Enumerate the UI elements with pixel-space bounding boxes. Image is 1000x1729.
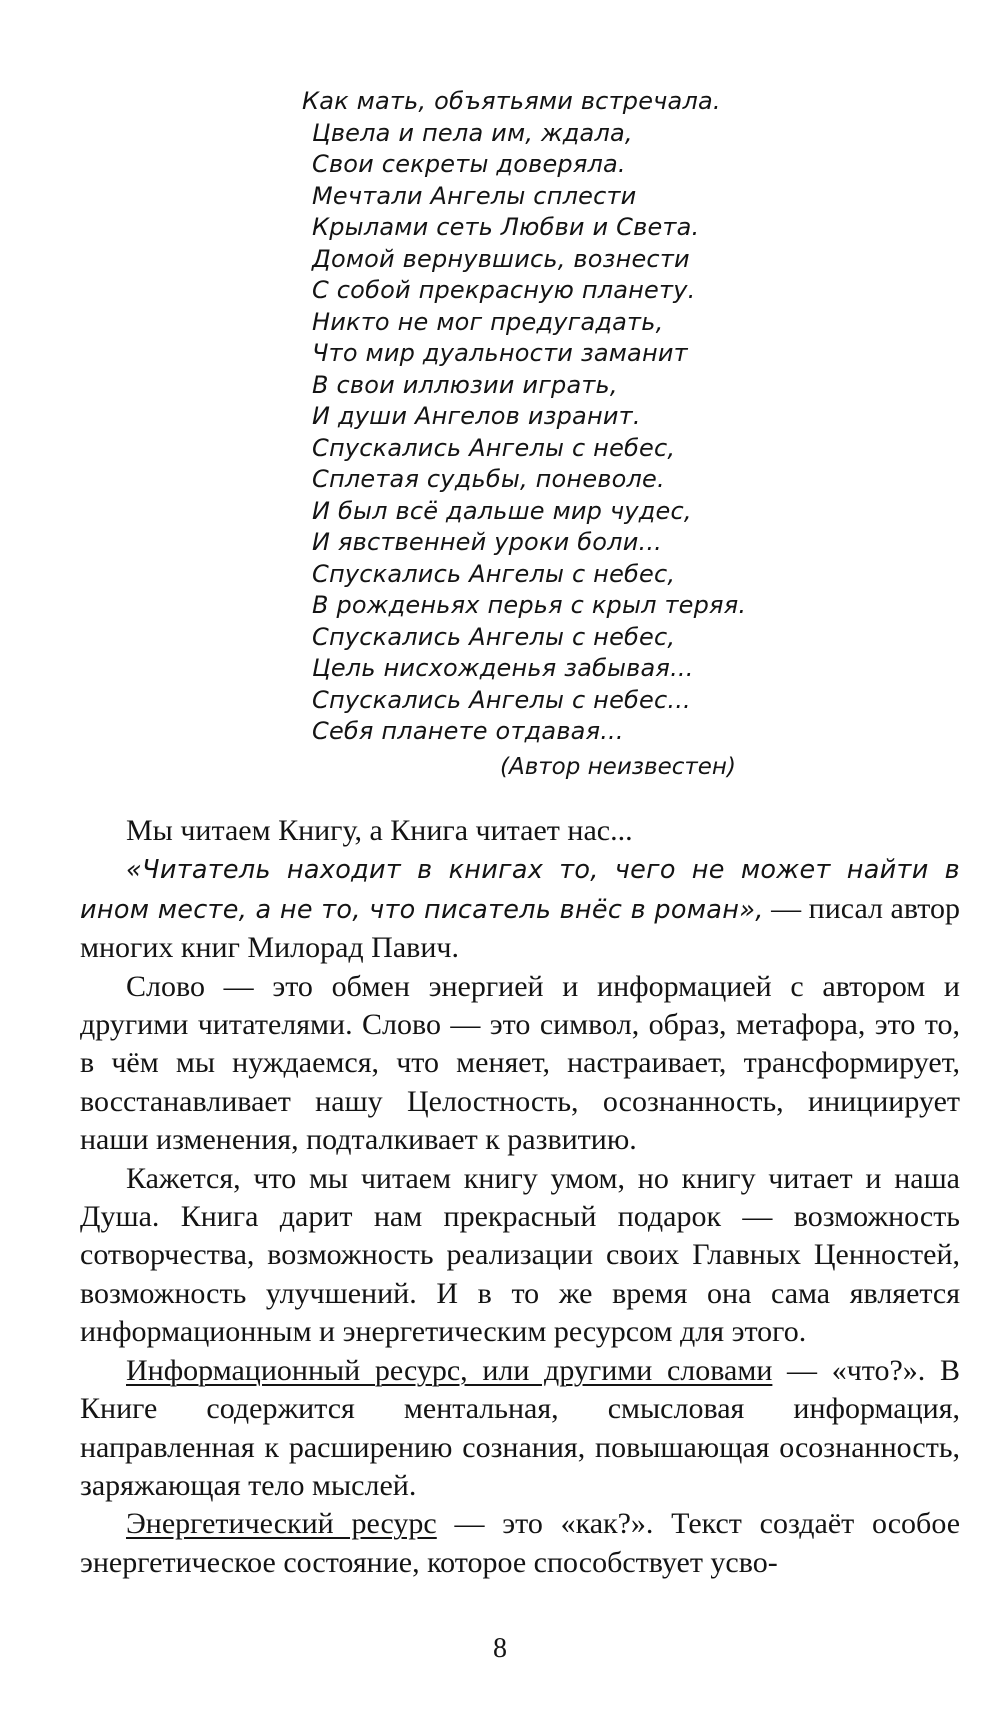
underlined-term: Энергетический ресурс — [126, 1507, 437, 1541]
poem-line: С собой прекрасную планету. — [312, 276, 696, 304]
quote-text: «Читатель находит в книгах то, чего не может найти в ином месте, а не то, что писатель внёс в роман», — [80, 855, 960, 925]
poem-line: Что мир дуальности заманит — [312, 339, 688, 367]
poem-line: Спускались Ангелы с небес, — [312, 622, 676, 651]
poem-line: Цель нисхожденья забывая... — [312, 654, 694, 682]
paragraph: Мы читаем Книгу, а Книга читает нас... — [126, 814, 633, 847]
poem-line: Мечтали Ангелы сплести — [312, 181, 637, 210]
paragraph: Кажется, что мы читаем книгу умом, но книгу читает и наша Душа. Книга дарит нам прекрасный подарок — возможность сотворчества, возможность реализации своих Главных Ценностей, возможность улучшений. И в то же время она сама является информационным и энергетическим ресурсом для этого. — [80, 1161, 960, 1349]
poem-line: Себя планете отдавая... — [312, 717, 624, 745]
underlined-term: Информационный ресурс, или другими словами — [126, 1353, 773, 1387]
paragraph: Слово — это обмен энергией и информацией с автором и другими читателями. Слово — это символ, образ, метафора, это то, в чём мы нуждаемся, что меняет, настраивает, трансформирует, восстанавливает нашу Целостность, осознанность, инициирует наши изменения, подталкивает к развитию. — [80, 969, 960, 1157]
poem — [302, 86, 872, 748]
poem-line: В свои иллюзии играть, — [312, 370, 618, 399]
page-number: 8 — [493, 1633, 507, 1664]
poem-line: Свои секреты доверяла. — [312, 150, 626, 178]
poem-line: Как мать, объятьями встречала. — [302, 87, 721, 115]
paragraph-text: — это «как?». Текст создаёт особое энергетическое состояние, которое способствует усво- — [80, 1507, 961, 1579]
poem-line: Спускались Ангелы с небес, — [312, 433, 676, 462]
poem-author: (Автор неизвестен) — [500, 754, 736, 780]
paragraph-text: — «что?». В Книге содержится ментальная, смысловая информация, направленная к расширению сознания, повышающая осознанность, заряжающая тело мыслей. — [80, 1353, 960, 1502]
poem-line: Спускались Ангелы с небес... — [312, 685, 691, 714]
main-text — [80, 812, 960, 1582]
poem-line: Никто не мог предугадать, — [312, 307, 664, 336]
poem-line: Цвела и пела им, ждала, — [312, 118, 633, 147]
poem-line: Сплетая судьбы, поневоле. — [312, 465, 665, 493]
poem-line: И явственней уроки боли... — [312, 528, 662, 556]
paragraph — [80, 1352, 960, 1506]
poem-line: И был всё дальше мир чудес, — [312, 496, 692, 525]
poem-line: В рожденьях перья с крыл теряя. — [312, 591, 747, 619]
paragraph — [80, 1505, 960, 1582]
poem-line: Крылами сеть Любви и Света. — [312, 213, 700, 241]
poem-line: Домой вернувшись, вознести — [312, 244, 690, 273]
paragraph-quote — [80, 850, 960, 967]
poem-line: И души Ангелов изранит. — [312, 402, 641, 430]
quote-attribution: — писал автор многих книг Милорад Павич. — [80, 891, 960, 965]
poem-line: Спускались Ангелы с небес, — [312, 559, 676, 588]
